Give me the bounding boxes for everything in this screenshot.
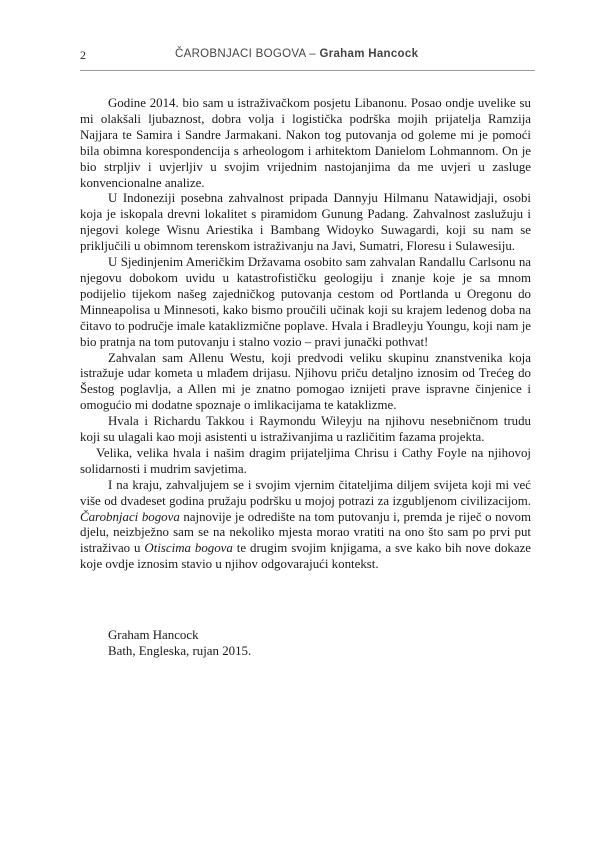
closing-text-3: te drugim svojim knjigama, a sve kako bih nove dokaze koje ovdje iznosim stavio u njihov odgovarajući kontekst. — [80, 541, 532, 572]
paragraph-assistants: Hvala i Richardu Takkou i Raymondu Wileyju na njihovu nesebničnom trudu koji su ulagali kao moji asistenti u istraživanjima u različitim fazama projekta. — [80, 414, 531, 445]
book-title: ČAROBNJACI BOGOVA — [175, 48, 306, 60]
closing-text-1: I na kraju, zahvaljujem se i svojim vjernim čitateljima diljem svijeta koji mi već više od dvadeset godina pružaju podršku u mojoj potrazi za izgubljenom civilizacijom. — [80, 477, 531, 508]
signature-place-date: Bath, Engleska, rujan 2015. — [108, 644, 252, 658]
paragraph-indonesia: U Indoneziji posebna zahvalnost pripada Dannyju Hilmanu Natawidjaji, osobi koja je iskopala drevni lokalitet s piramidom Gunung Padang. Zahvalnost zaslužuju i njegovi kolege Wisnu Ariestika i Bambang Widoyko Suwagardi, koji su nam se priključili u obimnom terenskom istraživanju na Javi, Sumatri, Floresu i Sulawesiju. — [80, 191, 531, 254]
paragraph-usa: U Sjedinjenim Američkim Državama osobito sam zahvalan Randallu Carlsonu na njegovu dobokom uvidu u katastrofističku geologiju i znanje koje je sa mnom podijelio tijekom našeg zajedničkog putovanja cestom od Portlanda u Oregonu do Minneapolisa u Minnesoti, kako bismo proučili učinak koji su krajem ledenog doba na čitavo to područje imale kataklizmične poplave. Hvala i Bradleyju Youngu, koji nam je bio pratnja na tom putovanju i stalno vozio – pravi junački pothvat! — [80, 255, 531, 349]
signature-name: Graham Hancock — [108, 628, 199, 642]
header-author: Graham Hancock — [319, 48, 419, 60]
paragraph-friends: Velika, velika hvala i našim dragim prijateljima Chrisu i Cathy Foyle na njihovoj solidarnosti i mudrim savjetima. — [80, 445, 531, 476]
paragraph-readers — [80, 478, 531, 573]
running-title — [175, 48, 418, 60]
header-rule — [80, 70, 535, 71]
running-header — [80, 46, 535, 64]
title-separator: – — [305, 48, 320, 60]
closing-text-2: najnovije je odredište na tom putovanju i, premda je riječ o novom djelu, neizbježno sam se na nekoliko mjesta morao vratiti na ono što sam po prvi put istraživao u — [80, 509, 531, 556]
signature-block — [108, 627, 251, 659]
paragraph-allen-west: Zahvalan sam Allenu Westu, koji predvodi veliku skupinu znanstvenika koja istražuje udar kometa u mlađem drijasu. Njihovu priču detaljno iznosim od Trećeg do Šestog poglavlja, a Allen mi je znatno pomogao iznijeti prave ispravne činjenice i omogućio mi dodatne spoznaje o imlikacijama te kataklizme. — [80, 350, 531, 413]
body-text — [80, 96, 531, 573]
book-title-italic-1: Čarobnjaci bogova — [80, 509, 180, 524]
paragraph-lebanon: Godine 2014. bio sam u istraživačkom posjetu Libanonu. Posao ondje uvelike su mi olakšali ljubaznost, dobra volja i logistička podrška mojih prijatelja Ramzija Najjara te Samira i Sandre Jarmakani. Nakon tog putovanja od goleme mi je pomoći bila obimna korespondencija s arheologom i arhitektom Danielom Lohmannom. On je bio strpljiv i uvjerljiv u svojim vrijednim nastojanjima da me uvjeri u zasluge konvencionalne analize. — [80, 96, 531, 190]
book-title-italic-2: Otiscima bogova — [144, 541, 233, 556]
page-number: 2 — [80, 48, 86, 62]
